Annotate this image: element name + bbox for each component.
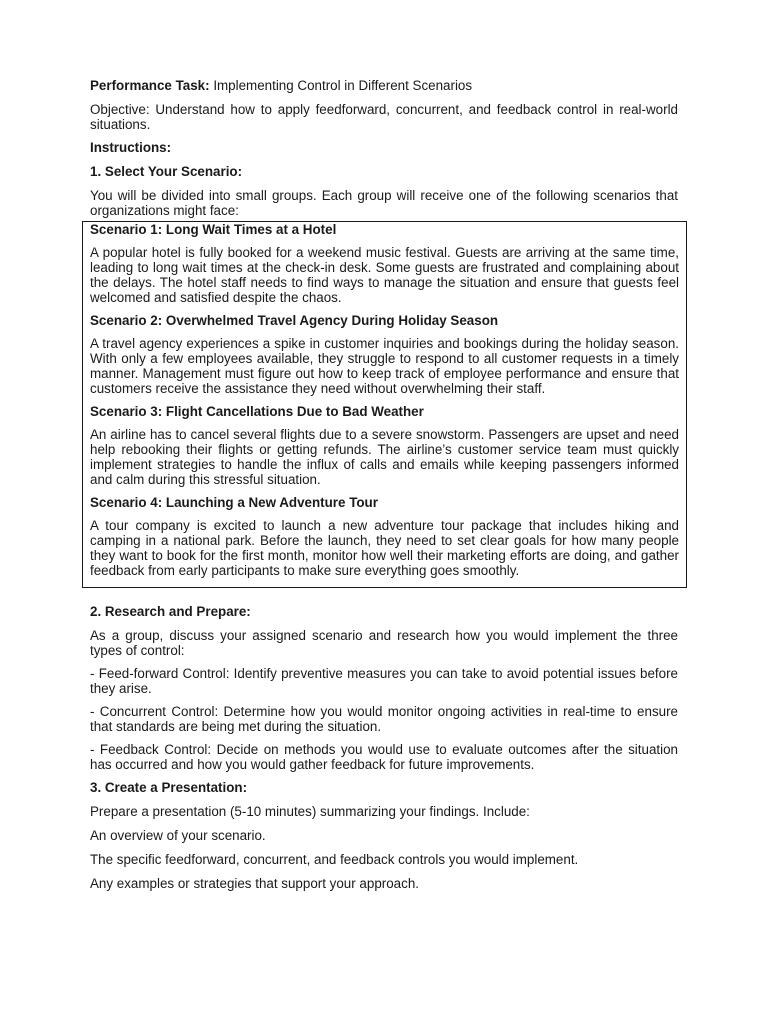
scenario-2-body: A travel agency experiences a spike in customer inquiries and bookings during the holiday season. With only a few employees available, they struggle to respond to all customer requests in a timely manner. Management must figure out how to keep track of employee performance and ensure that customers receive the assistance they need without overwhelming their staff. [90,336,679,396]
title-text: Implementing Control in Different Scenarios [213,78,473,93]
step1-intro: You will be divided into small groups. Each group will receive one of the following scenarios that organizations might face: [90,188,678,218]
objective-text: Objective: Understand how to apply feedforward, concurrent, and feedback control in real-world situations. [90,102,678,132]
instructions-heading: Instructions: [90,140,172,155]
title-label: Performance Task: [90,78,210,93]
step3-item-overview: An overview of your scenario. [90,828,266,843]
step1-heading: 1. Select Your Scenario: [90,164,243,179]
step2-item-feedback: - Feedback Control: Decide on methods you would use to evaluate outcomes after the situation has occurred and how you would gather feedback for future improvements. [90,742,678,772]
step3-intro: Prepare a presentation (5-10 minutes) summarizing your findings. Include: [90,804,530,819]
scenario-box [82,221,687,588]
scenario-3-body: An airline has to cancel several flights due to a severe snowstorm. Passengers are upset and need help rebooking their flights or getting refunds. The airline’s customer service team must quickly implement strategies to handle the influx of calls and emails while keeping passengers informed and calm during this stressful situation. [90,427,679,487]
step2-heading: 2. Research and Prepare: [90,604,251,619]
step2-item-feedforward: - Feed-forward Control: Identify preventive measures you can take to avoid potential issues before they arise. [90,666,678,696]
scenario-4-body: A tour company is excited to launch a new adventure tour package that includes hiking and camping in a national park. Before the launch, they need to set clear goals for how many people they want to book for the first month, monitor how well their marketing efforts are doing, and gather feedback from early participants to make sure everything goes smoothly. [90,518,679,578]
step3-item-examples: Any examples or strategies that support your approach. [90,876,419,891]
scenario-2-title: Scenario 2: Overwhelmed Travel Agency During Holiday Season [90,313,499,328]
document-page [90,78,678,900]
step2-intro: As a group, discuss your assigned scenario and research how you would implement the three types of control: [90,628,678,658]
step3-item-controls: The specific feedforward, concurrent, and feedback controls you would implement. [90,852,579,867]
scenario-3-title: Scenario 3: Flight Cancellations Due to Bad Weather [90,404,424,419]
step3-heading: 3. Create a Presentation: [90,780,248,795]
scenario-4-title: Scenario 4: Launching a New Adventure Tour [90,495,378,510]
step2-item-concurrent: - Concurrent Control: Determine how you would monitor ongoing activities in real-time to ensure that standards are being met during the situation. [90,704,678,734]
scenario-1-title: Scenario 1: Long Wait Times at a Hotel [90,222,337,237]
document-title [90,78,678,93]
scenario-1-body: A popular hotel is fully booked for a weekend music festival. Guests are arriving at the same time, leading to long wait times at the check-in desk. Some guests are frustrated and complaining about the delays. The hotel staff needs to find ways to manage the situation and ensure that guests feel welcomed and satisfied despite the chaos. [90,245,679,305]
